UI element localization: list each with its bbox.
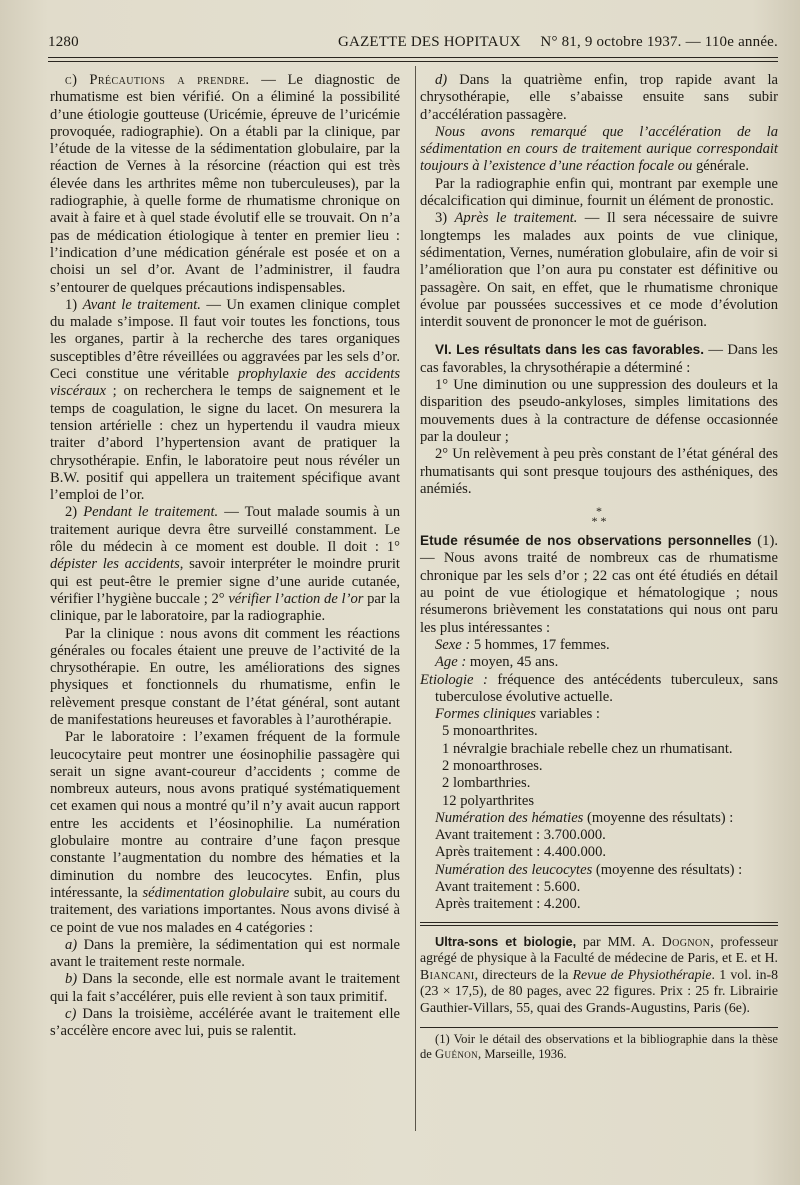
emphasis-text: Nous avons remarqué que l’accélération de la sédimentation en cours de traitement aurique correspondait toujours à l’existence d’une réaction focale ou <box>420 123 778 175</box>
footnote-text: (1) Voir le détail des observations et la bibliographie dans la thèse de <box>420 1031 778 1061</box>
formes-line <box>420 706 778 723</box>
study-data-list <box>420 637 778 914</box>
paragraph-category-a <box>50 937 400 972</box>
field-label: Age : <box>435 654 467 671</box>
field-label: Numération des hématies <box>435 809 584 826</box>
paragraph-text: par la clinique, par le laboratoire, par la radiographie. <box>50 590 401 625</box>
asterism-bottom: * * <box>591 514 607 529</box>
pendant-heading: Pendant le traitement. <box>83 504 219 521</box>
paragraph-remark <box>420 124 778 176</box>
footnote-ref: (1). <box>751 533 778 550</box>
precautions-heading: c) Précautions a prendre. <box>65 72 250 88</box>
forme-item: 2 monoarthroses. <box>442 757 543 774</box>
study-title: Etude résumée de nos observations personnelles <box>420 533 752 549</box>
header-rule-thin <box>48 61 778 62</box>
leucocytes-avant: Avant traitement : 5.600. <box>435 879 581 896</box>
paragraph-text: Dans la première, la sédimentation qui est normale avant le traitement reste normale. <box>50 936 400 971</box>
paragraph-laboratoire <box>50 729 400 937</box>
hematies-avant: Avant traitement : 3.700.000. <box>435 827 606 844</box>
study-section <box>420 532 778 637</box>
paragraph-text: , directeurs de la <box>474 966 573 982</box>
book-notice <box>420 934 778 1017</box>
paragraph-text: Dans la troisième, accélérée avant le traitement elle s’accélère encore avec lui, puis se ralentit. <box>50 1006 400 1040</box>
leucocytes-apres: Après traitement : 4.200. <box>435 896 581 913</box>
right-column <box>420 72 778 1062</box>
paragraph-category-b <box>50 971 400 1006</box>
field-value: fréquence des antécédents tuberculeux, sans tuberculose évolutive actuelle. <box>435 671 779 705</box>
emphasis-text: prophylaxie des accidents viscéraux <box>50 366 400 400</box>
field-value: 5 hommes, 17 femmes. <box>470 636 610 653</box>
field-label: Numération des leucocytes <box>435 861 593 878</box>
paragraph-category-c <box>50 1006 400 1041</box>
section-vi <box>420 341 778 377</box>
paragraph-text: . 1 vol. in-8 (23 × 17,5), de 80 pages, avec 22 figures. Prix : 25 fr. Librairie Gauthier-Villars, 55, quai des Grands-Augustins, Paris (6e). <box>420 966 778 1016</box>
section-vi-item-2: 2° Un relèvement à peu près constant de l’état général des rhumatisants qui sont presque toujours des asthéniques, des anémiés. <box>420 446 778 497</box>
forme-item: 12 polyarthrites <box>442 792 535 809</box>
field-value: moyen, 45 ans. <box>466 654 559 671</box>
asterism-separator <box>420 504 778 529</box>
footnote-rule <box>420 1027 778 1028</box>
item-letter: a) <box>65 936 84 953</box>
item-number: 1) <box>65 296 83 313</box>
book-title: Ultra-sons et biologie, <box>435 933 577 949</box>
item-number: 2) <box>65 504 84 521</box>
field-label: Etiologie : <box>420 671 488 688</box>
paragraph-text: — Nous avons traité de nombreux cas de rhumatisme chronique par les sels d’or ; 22 cas ont été étudiés en détail au point de vue étiologique et hématologique ; nous résumerons brièvement les constatations qui nous ont paru les plus intéressantes : <box>420 550 778 636</box>
section-vi-item-1: 1° Une diminution ou une suppression des douleurs et la disparition des pseudo-ankyloses, simples limitations des mouvements dues à la contracture de défense occasionnée par la douleur ; <box>420 377 778 445</box>
etiologie-line <box>420 672 778 707</box>
page-header <box>48 34 778 56</box>
issue-info: N° 81, 9 octobre 1937. — 110e année. <box>540 34 778 50</box>
emphasis-text: dépister les accidents <box>50 556 180 573</box>
paragraph-avant <box>50 297 400 505</box>
paragraph-text: — Un examen clinique complet du malade s’impose. Il faut voir toutes les fonctions, tous les organes, partir à la recherche des tares organiques susceptibles d’être réveillées ou aggravées par les sels d’or. Ceci constitue une véritable <box>50 296 400 383</box>
journal-title: GAZETTE DES HOPITAUX <box>338 34 521 50</box>
leucocytes-line <box>420 862 778 879</box>
hematies-line <box>420 810 778 827</box>
paragraph-text: — Il sera nécessaire de suivre longtemps les malades aux points de vue clinique, sédimentation, Vernes, numération globulaire, afin de voir si l’amélioration que l’on aura pu constater est définitive ou passagère. On sait, en effet, que le rhumatisme chronique évolue par poussées successives et ce mode d’évolution interdit souvent de prononcer le mot de guérison. <box>420 210 778 331</box>
paragraph-text: par MM. A. <box>576 933 662 949</box>
section-vi-title: VI. Les résultats dans les cas favorables. <box>435 342 704 358</box>
paragraph-category-d <box>420 72 778 124</box>
paragraph-apres <box>420 210 778 331</box>
footnote-text: , Marseille, 1936. <box>478 1046 567 1061</box>
paragraph-text: , professeur agrégé de physique à la Faculté de médecine de Paris, et E. et H. <box>420 933 778 966</box>
header-rule <box>48 57 778 58</box>
field-value: (moyenne des résultats) : <box>592 861 743 878</box>
paragraph-text: ; on recherchera le temps de saignement et le temps de coagulation, le signe du lacet. On mesurera la tension artérielle : chez un hypertendu il vaudra mieux traiter d’abord l’hypertension avant de pratiquer la chrysothérapie. Enfin, le laboratoire peut nous révéler un B.W. positif qui appellera un traitement spécifique avant l’emploi de l’or. <box>50 383 400 504</box>
sexe-line <box>420 637 778 654</box>
forme-item: 1 névralgie brachiale rebelle chez un rhumatisant. <box>442 740 733 757</box>
author-name: Dognon <box>661 933 711 949</box>
forme-item: 5 monoarthrites. <box>442 723 538 740</box>
emphasis-text: vérifier l’action de l’or <box>228 590 364 607</box>
paragraph-text: Dans la quatrième enfin, trop rapide avant la chrysothérapie, elle s’abaisse ensuite sans subir d’accélération passagère. <box>420 72 778 123</box>
paragraph-radiographie: Par la radiographie enfin qui, montrant par exemple une décalcification qui diminue, fournit un élément de pronostic. <box>420 175 778 210</box>
field-label: Formes cliniques <box>435 706 536 723</box>
paragraph-pendant <box>50 504 400 625</box>
paragraph-text: — Le diagnostic de rhumatisme est bien vérifié. On a éliminé la possibilité d’une étiologie goutteuse (Uricémie, épreuve de l’uricémie provoquée, radiographie). On a établi par la clinique, par l’étude de la vitesse de la sédimentation globulaire, par la réaction de Vernes à la résorcine (réaction qui est très élevée dans les arthrites même non tuberculeuses), par la radiographie, à quelle forme de rhumatisme chronique on avait à faire et à quel stade évolutif elle se trouvait. On n’a pas de médication étiologique à tenter en premier lieu : l’indication d’une médication générale est posée et on a choisi un sel d’or. Avant de l’administrer, il faudra s’entourer de quelques précautions indispensables. <box>50 72 401 296</box>
author-name: Biancani <box>420 966 475 982</box>
column-separator <box>415 66 416 1131</box>
age-line <box>420 654 778 671</box>
item-letter: d) <box>435 72 460 88</box>
forme-item: 2 lombarthries. <box>442 775 531 792</box>
footnote <box>420 1032 778 1062</box>
emphasis-text: sédimentation globulaire <box>142 884 290 901</box>
page-number: 1280 <box>48 34 79 50</box>
book-notice-rule <box>420 922 778 926</box>
journal-name: Revue de Physiothérapie <box>572 966 712 982</box>
hematies-apres: Après traitement : 4.400.000. <box>435 844 607 861</box>
asterism-top: * <box>596 504 602 519</box>
paragraph-text: générale. <box>692 158 750 175</box>
paragraph-precautions <box>50 72 400 297</box>
paragraph-text: — Dans les cas favorables, la chrysothérapie a déterminé : <box>420 342 778 376</box>
paragraph-text: , savoir interpréter le moindre prurit qui est peut-être le premier signe d’une auride cutanée, vérifier l’hygiène buccale ; 2° <box>50 556 400 607</box>
paragraph-text: Par le laboratoire : l’examen fréquent de la formule leucocytaire peut montrer une éosinophilie passagère qui serait un signe avant-coureur d’accidents ; comme de nombreux auteurs, nous avons pratiqué systématiquement cet examen qui nous a montré qu’il n’y avait aucun rapport entre les accidents et l’éosinophilie. La numération globulaire montre au contraire d’une façon presque constante l’augmentation du nombre des hématies et la diminution du nombre des leucocytes. Enfin, plus intéressante, la <box>50 729 400 901</box>
paragraph-text: — Tout malade soumis à un traitement aurique devra être surveillé constamment. Le rôle du médecin à ce moment est double. Il doit : 1° <box>50 504 400 556</box>
item-letter: b) <box>65 971 83 988</box>
item-number: 3) <box>435 210 455 227</box>
field-value: variables : <box>535 706 600 723</box>
field-label: Sexe : <box>435 636 471 653</box>
field-value: (moyenne des résultats) : <box>583 809 734 826</box>
paragraph-text: Dans la seconde, elle est normale avant le traitement qui la fait s’accélérer, puis elle revient à son taux primitif. <box>50 971 400 1005</box>
item-letter: c) <box>65 1006 83 1023</box>
paragraph-clinique: Par la clinique : nous avons dit comment les réactions générales ou focales étaient une preuve de l’activité de la chrysothérapie. En outre, les améliorations des signes physiques et fonctionnels du rhumatisme, enfin le relèvement presque constant de l’état général, sont autant de manifestations heureuses et favorables à l’aurothérapie. <box>50 625 400 728</box>
apres-heading: Après le traitement. <box>454 210 578 227</box>
author-name: Guénon <box>435 1046 479 1061</box>
left-column <box>50 72 400 1041</box>
avant-heading: Avant le traitement. <box>82 296 201 313</box>
paragraph-text: subit, au cours du traitement, des variations importantes. Nous avons divisé à ce point de vue nos malades en 4 catégories : <box>50 884 400 936</box>
